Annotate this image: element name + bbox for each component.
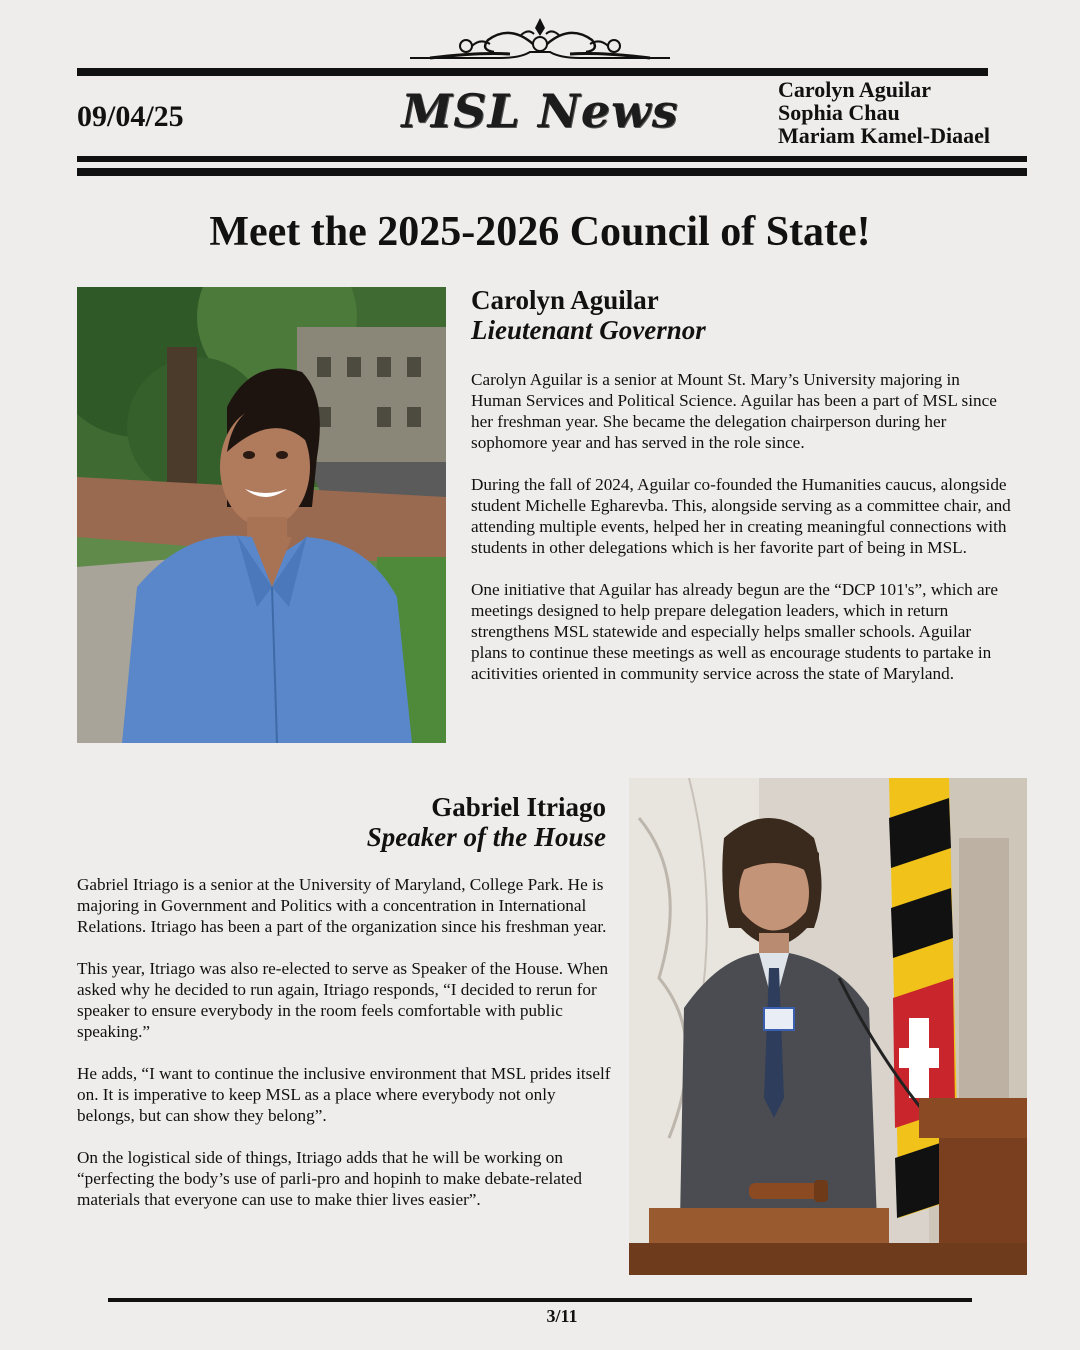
ornament-flourish-icon — [410, 14, 670, 64]
gabriel-itriago-photo — [629, 778, 1027, 1275]
author-name: Sophia Chau — [778, 100, 900, 125]
author-name: Mariam Kamel-Diaael — [778, 123, 990, 148]
profile-paragraph: During the fall of 2024, Aguilar co-founded the Humanities caucus, alongside student Michelle Egharevba. This, alongside serving as a committee chair, and attending multiple events, helped her in creating meaningful connections with students in other delegations which is her favorite part of being in MSL. — [471, 475, 1011, 557]
author-name: Carolyn Aguilar — [778, 77, 932, 102]
footer-rule — [108, 1298, 972, 1302]
profile-role: Lieutenant Governor — [471, 315, 706, 345]
profile-body — [471, 369, 1011, 684]
profile-paragraph: Gabriel Itriago is a senior at the University of Maryland, College Park. He is majoring in Government and Politics with a concentration in International Relations. Itriago has been a part of the organization since his freshman year. — [77, 875, 607, 936]
profile-paragraph: This year, Itriago was also re-elected to serve as Speaker of the House. When asked why he decided to run again, Itriago responds, “I decided to rerun for speaker to ensure everybody in the room feels comfortable with public speaking.” — [77, 959, 609, 1041]
page-number: 3/11 — [546, 1306, 578, 1326]
profile-paragraph: He adds, “I want to continue the inclusive environment that MSL prides itself on. It is imperative to keep MSL as a place where everybody not only belongs, but can show they belong”. — [77, 1064, 611, 1125]
page-headline: Meet the 2025-2026 Council of State! — [209, 209, 871, 255]
profile-name: Gabriel Itriago — [431, 792, 606, 822]
profile-role: Speaker of the House — [366, 822, 606, 852]
masthead-title: MSL News — [401, 84, 679, 138]
profile-aguilar — [471, 285, 1011, 705]
carolyn-aguilar-photo — [77, 287, 446, 743]
header-bottom-rule — [77, 156, 1027, 162]
profile-paragraph: Carolyn Aguilar is a senior at Mount St. Mary’s University majoring in Human Services and Political Science. Aguilar has been a part of MSL since her freshman year. She became the delegation chairperson during her sophomore year and has served in the role since. — [471, 370, 997, 452]
profile-itriago-heading — [300, 792, 606, 852]
profile-itriago-body — [77, 874, 612, 1231]
issue-date: 09/04/25 — [77, 100, 184, 133]
author-list — [778, 78, 990, 147]
header-top-rule — [77, 68, 988, 76]
profile-paragraph: One initiative that Aguilar has already begun are the “DCP 101's”, which are meetings designed to help prepare delegation leaders, which in return strengthens MSL statewide and especially helps smaller schools. Aguilar plans to continue these meetings as well as encourage students to partake in acitivities oriented in community service across the state of Maryland. — [471, 580, 998, 683]
profile-name: Carolyn Aguilar — [471, 285, 659, 315]
header-bottom-rule-2 — [77, 168, 1027, 176]
profile-paragraph: On the logistical side of things, Itriago adds that he will be working on “perfecting the body’s use of parli-pro and hopinh to make debate-related materials that everyone can use to make thier lives easier”. — [77, 1148, 582, 1209]
